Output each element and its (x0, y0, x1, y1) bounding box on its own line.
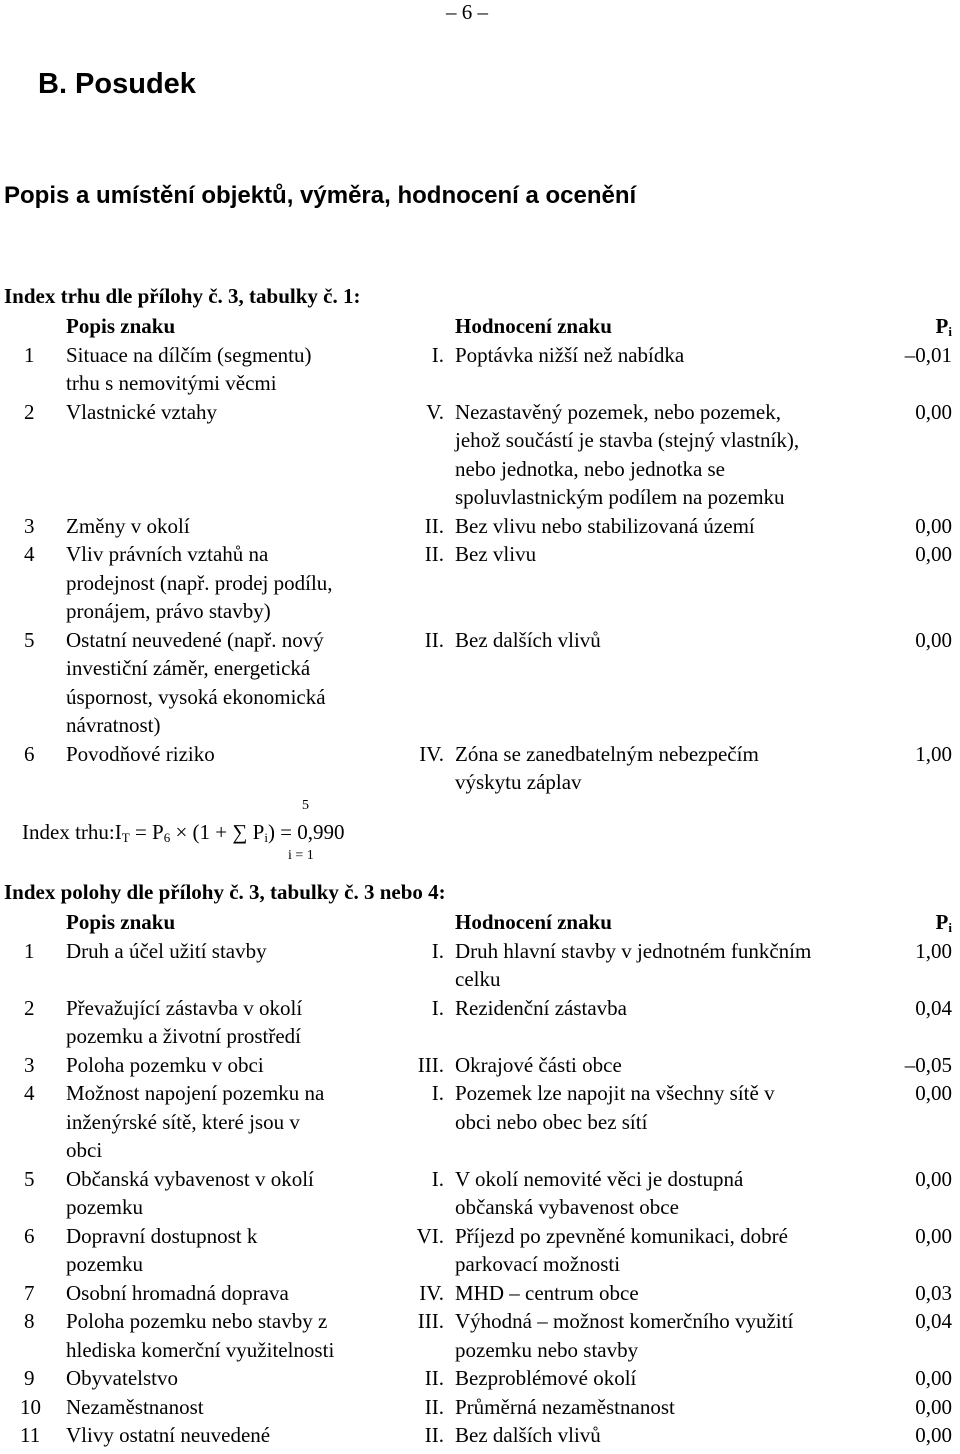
coefficient-value: 1,00 (915, 938, 952, 963)
evaluation-text (455, 1079, 775, 1136)
row-number: 3 (24, 513, 35, 538)
sum-lower-limit: i = 1 (288, 848, 314, 863)
evaluation-grade: II. (424, 1423, 444, 1447)
description-line: Možnost napojení pozemku na (66, 1081, 325, 1105)
evaluation-text (455, 626, 601, 655)
market-heading: Index trhu dle přílohy č. 3, tabulky č. 1: (4, 284, 361, 308)
evaluation-text (455, 540, 536, 569)
evaluation-line: parkovací možnosti (455, 1252, 621, 1276)
evaluation-grade: II. (424, 542, 444, 566)
evaluation-line: Zóna se zanedbatelným nebezpečím (455, 741, 759, 766)
description-line: návratnost) (66, 713, 161, 737)
row-number: 1 (24, 342, 35, 367)
row-number: 1 (24, 938, 35, 963)
row-description (66, 1079, 324, 1165)
evaluation-line: Bezproblémové okolí (455, 1366, 637, 1390)
row-description (66, 740, 215, 769)
evaluation-grade: I. (431, 995, 444, 1020)
evaluation-text (455, 1222, 788, 1279)
row-description (66, 1279, 289, 1308)
row-description (66, 1421, 270, 1450)
description-line: Povodňové riziko (66, 741, 215, 766)
evaluation-text (455, 994, 627, 1023)
description-line: Poloha pozemku nebo stavby z (66, 1309, 328, 1333)
row-number: 8 (24, 1309, 35, 1333)
evaluation-line: Bez dalších vlivů (455, 1423, 601, 1447)
description-line: obci (66, 1138, 103, 1162)
evaluation-line: výskytu záplav (455, 770, 582, 794)
evaluation-text (455, 512, 755, 541)
evaluation-line: Pozemek lze napojit na všechny sítě v (455, 1081, 775, 1105)
description-line: pozemku (66, 1252, 143, 1276)
market-col-eval: Hodnocení znaku (455, 314, 612, 338)
coefficient-value: 0,00 (915, 1394, 952, 1419)
evaluation-grade: VI. (416, 1223, 444, 1248)
evaluation-line: Poptávka nižší než nabídka (455, 342, 685, 367)
row-description (66, 1393, 204, 1422)
evaluation-text (455, 1051, 622, 1080)
row-description (66, 1364, 178, 1393)
description-line: Občanská vybavenost v okolí (66, 1166, 314, 1191)
sum-upper-limit: 5 (302, 798, 309, 813)
coefficient-value: 0,00 (915, 1166, 952, 1191)
row-description (66, 512, 190, 541)
coefficient-value: 0,04 (915, 995, 952, 1020)
evaluation-line: občanská vybavenost obce (455, 1195, 679, 1219)
evaluation-line: obci nebo obec bez sítí (455, 1109, 648, 1134)
row-description (66, 1222, 257, 1279)
description-line: inženýrské sítě, které jsou v (66, 1109, 300, 1134)
coefficient-value: 0,00 (915, 1423, 952, 1447)
evaluation-text (455, 398, 799, 512)
description-line: úspornost, vysoká ekonomická (66, 684, 326, 709)
section-title: B. Posudek (38, 68, 196, 100)
evaluation-grade: I. (431, 342, 444, 367)
description-line: trhu s nemovitými věcmi (66, 371, 277, 395)
row-number: 9 (24, 1366, 35, 1390)
row-number: 6 (24, 741, 35, 766)
evaluation-text (455, 740, 759, 797)
coefficient-value: 0,04 (915, 1309, 952, 1333)
location-col-desc: Popis znaku (66, 910, 176, 934)
description-line: Vlastnické vztahy (66, 399, 218, 424)
row-number: 2 (24, 995, 35, 1020)
evaluation-grade: II. (424, 1394, 444, 1419)
description-line: Změny v okolí (66, 513, 190, 538)
row-number: 10 (20, 1394, 41, 1419)
coefficient-value: 0,00 (915, 1081, 952, 1105)
evaluation-text (455, 937, 811, 994)
evaluation-grade: I. (431, 1166, 444, 1191)
evaluation-text (455, 341, 684, 370)
market-index-formula (22, 798, 442, 868)
row-description (66, 341, 312, 398)
evaluation-line: Výhodná – možnost komerčního využití (455, 1309, 794, 1333)
evaluation-line: MHD – centrum obce (455, 1280, 639, 1305)
row-number: 4 (24, 542, 35, 566)
evaluation-text (455, 1393, 675, 1422)
evaluation-grade: IV. (419, 741, 444, 766)
row-description (66, 1165, 314, 1222)
row-number: 5 (24, 627, 35, 652)
coefficient-value: –0,01 (904, 342, 952, 367)
description-line: Vliv právních vztahů na (66, 542, 269, 566)
row-number: 7 (24, 1280, 35, 1305)
evaluation-text (455, 1279, 639, 1308)
location-heading: Index polohy dle přílohy č. 3, tabulky č. 3 nebo 4: (4, 880, 446, 904)
evaluation-grade: II. (424, 627, 444, 652)
evaluation-text (455, 1421, 601, 1450)
row-description (66, 626, 326, 740)
evaluation-line: nebo jednotka, nebo jednotka se (455, 456, 726, 481)
coefficient-value: 0,00 (915, 627, 952, 652)
formula-expression: Index $trhu:I_T = P_6 \times (1$ + ∑ $P_i) = 0,990$ (22, 820, 345, 845)
description-line: pozemku a životní prostředí (66, 1024, 302, 1048)
evaluation-grade: I. (431, 1081, 444, 1105)
evaluation-line: pozemku nebo stavby (455, 1337, 639, 1362)
evaluation-line: Bez vlivu nebo stabilizovaná území (455, 513, 755, 538)
description-line: Osobní hromadná doprava (66, 1280, 289, 1305)
description-line: Nezaměstnanost (66, 1394, 204, 1419)
evaluation-text (455, 1307, 793, 1364)
location-col-p: $P_i$ (935, 910, 952, 935)
description-line: Ostatní neuvedené (např. nový (66, 627, 324, 652)
evaluation-line: Průměrná nezaměstnanost (455, 1394, 675, 1419)
row-number: 3 (24, 1052, 35, 1077)
description-line: Druh a účel užití stavby (66, 938, 267, 963)
coefficient-value: 1,00 (915, 741, 952, 766)
evaluation-line: Rezidenční zástavba (455, 995, 627, 1020)
row-number: 4 (24, 1081, 35, 1105)
coefficient-value: 0,00 (915, 542, 952, 566)
description-line: investiční záměr, energetická (66, 656, 311, 680)
coefficient-value: 0,00 (915, 513, 952, 538)
subtitle: Popis a umístění objektů, výměra, hodnocení a ocenění (4, 182, 637, 209)
coefficient-value: 0,03 (915, 1280, 952, 1305)
row-description (66, 540, 333, 626)
row-number: 11 (20, 1423, 41, 1447)
description-line: pronájem, právo stavby) (66, 599, 271, 623)
row-description (66, 937, 267, 966)
row-description (66, 1307, 334, 1364)
evaluation-grade: III. (417, 1309, 444, 1333)
evaluation-grade: IV. (419, 1280, 444, 1305)
location-col-eval: Hodnocení znaku (455, 910, 612, 934)
evaluation-line: Druh hlavní stavby v jednotném funkčním (455, 938, 812, 963)
description-line: prodejnost (např. prodej podílu, (66, 570, 333, 595)
row-description (66, 994, 302, 1051)
row-description (66, 1051, 264, 1080)
evaluation-text (455, 1165, 743, 1222)
row-description (66, 398, 217, 427)
coefficient-value: 0,00 (915, 1223, 952, 1248)
evaluation-grade: V. (426, 399, 444, 424)
evaluation-grade: III. (417, 1052, 444, 1077)
market-col-p: $P_i$ (935, 314, 952, 339)
description-line: Převažující zástavba v okolí (66, 995, 303, 1020)
row-number: 6 (24, 1223, 35, 1248)
evaluation-grade: I. (431, 938, 444, 963)
evaluation-grade: II. (424, 1366, 444, 1390)
evaluation-line: Příjezd po zpevněné komunikaci, dobré (455, 1223, 788, 1248)
description-line: Obyvatelstvo (66, 1366, 178, 1390)
description-line: Dopravní dostupnost k (66, 1223, 258, 1248)
evaluation-line: spoluvlastnickým podílem na pozemku (455, 485, 785, 509)
evaluation-line: celku (455, 967, 501, 991)
evaluation-line: Okrajové části obce (455, 1052, 622, 1077)
evaluation-line: Bez dalších vlivů (455, 627, 601, 652)
evaluation-line: Bez vlivu (455, 542, 537, 566)
evaluation-grade: II. (424, 513, 444, 538)
market-col-desc: Popis znaku (66, 314, 176, 338)
description-line: pozemku (66, 1195, 143, 1219)
description-line: hlediska komerční využitelnosti (66, 1337, 335, 1362)
evaluation-line: Nezastavěný pozemek, nebo pozemek, (455, 399, 781, 424)
coefficient-value: –0,05 (904, 1052, 952, 1077)
evaluation-text (455, 1364, 636, 1393)
evaluation-line: V okolí nemovité věci je dostupná (455, 1166, 744, 1191)
description-line: Situace na dílčím (segmentu) (66, 342, 312, 367)
coefficient-value: 0,00 (915, 1366, 952, 1390)
evaluation-line: jehož součástí je stavba (stejný vlastník), (455, 428, 800, 452)
row-number: 5 (24, 1166, 35, 1191)
row-number: 2 (24, 399, 35, 424)
coefficient-value: 0,00 (915, 399, 952, 424)
description-line: Poloha pozemku v obci (66, 1052, 264, 1077)
page-number: – 6 – (446, 0, 488, 24)
description-line: Vlivy ostatní neuvedené (66, 1423, 271, 1447)
